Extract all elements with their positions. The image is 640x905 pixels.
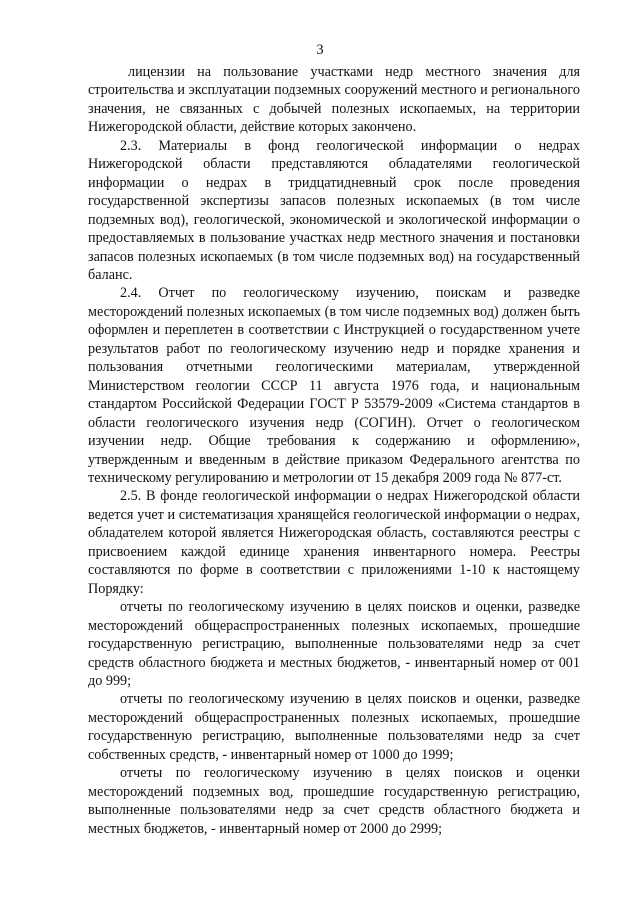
page-number: 3: [316, 42, 324, 58]
list-item-reports-groundwater: отчеты по геологическому изучению в целях поисков и оценки месторождений подземных вод, прошедшие государственную регистрацию, выполненные пользователями недр за счет средств областного бюджета и местных бюджетов, - инвентарный номер от 2000 до 2999;: [88, 765, 580, 837]
list-item-reports-own-funds: отчеты по геологическому изучению в целях поисков и оценки, разведке месторождений общераспространенных полезных ископаемых, прошедшие государственную регистрацию, выполненные пользователями недр за счет собственных средств, - инвентарный номер от 1000 до 1999;: [88, 691, 580, 763]
list-item-reports-regional-budget: отчеты по геологическому изучению в целях поисков и оценки, разведке месторождений общераспространенных полезных ископаемых, прошедшие государственную регистрацию, выполненные пользователями недр за счет средств областного бюджета и местных бюджетов, - инвентарный номер от 001 до 999;: [88, 599, 580, 689]
paragraph-2-3: 2.3. Материалы в фонд геологической информации о недрах Нижегородской области представляются обладателями геологической информации о недрах в тридцатидневный срок после проведения государственной экспертизы запасов полезных ископаемых (в том числе подземных вод), геологической, экономической и экологической информации о предоставляемых в пользование участках недр местного значения и постановки запасов полезных ископаемых (в том числе подземных вод) на государственный баланс.: [88, 137, 580, 283]
paragraph-continuation: лицензии на пользование участками недр местного значения для строительства и эксплуатации подземных сооружений местного и регионального значения, не связанных с добычей полезных ископаемых, на территории Нижегородской области, действие которых закончено.: [88, 64, 580, 136]
paragraph-2-4: 2.4. Отчет по геологическому изучению, поискам и разведке месторождений полезных ископаемых (в том числе подземных вод) должен быть оформлен и переплетен в соответствии с Инструкцией о государственном учете результатов работ по геологическому изучению недр и порядке хранения и пользования отчетными геологическими материалам, утвержденной Министерством геологии СССР 11 августа 1976 года, и национальным стандартом Российской Федерации ГОСТ Р 53579-2009 «Система стандартов в области геологического изучения недр (СОГИН). Отчет о геологическом изучении недр. Общие требования к содержанию и оформлению», утвержденным и введенным в действие приказом Федерального агентства по техническому регулированию и метрологии от 15 декабря 2009 года № 877-ст.: [88, 285, 580, 486]
paragraph-2-5: 2.5. В фонде геологической информации о недрах Нижегородской области ведется учет и систематизация хранящейся геологической информации о недрах, обладателем которой является Нижегородская область, составляются реестры с присвоением каждой единице хранения инвентарного номера. Реестры составляются по форме в соответствии с приложениями 1-10 к настоящему Порядку:: [88, 488, 580, 597]
document-body: [88, 63, 580, 838]
